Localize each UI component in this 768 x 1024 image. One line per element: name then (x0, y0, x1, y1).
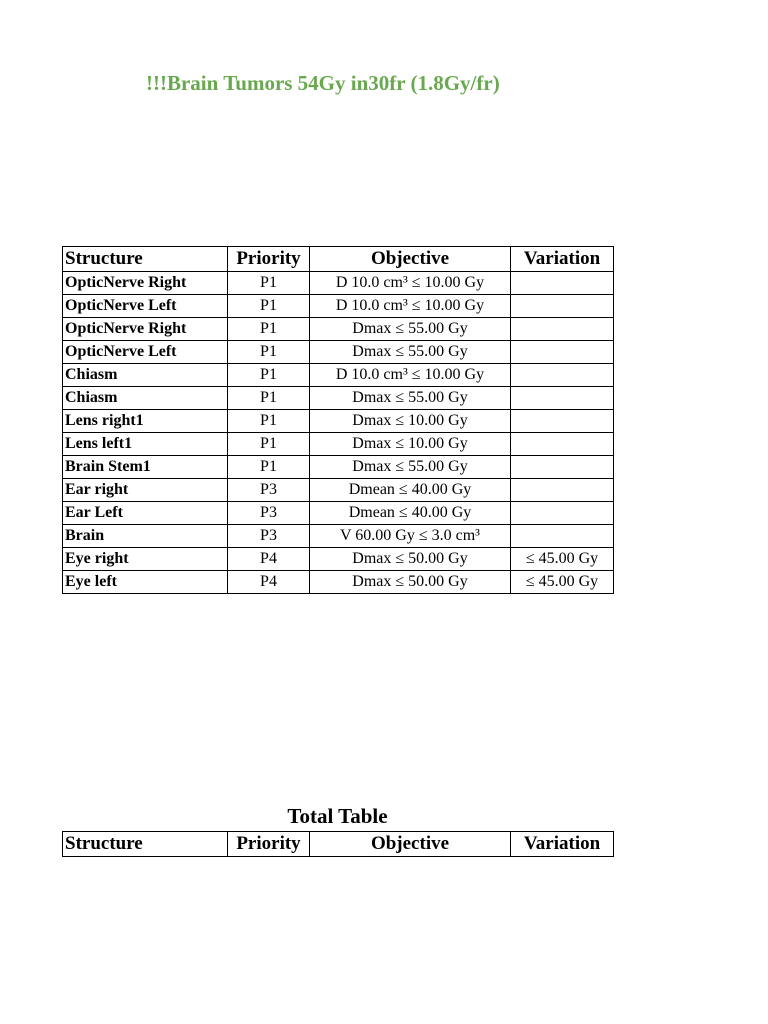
total-table (62, 831, 614, 857)
table-row (63, 502, 614, 525)
variation-cell: ≤ 45.00 Gy (511, 571, 614, 594)
objective-cell: Dmean ≤ 40.00 Gy (310, 502, 511, 525)
structure-cell: Eye left (63, 571, 228, 594)
objective-cell: V 60.00 Gy ≤ 3.0 cm³ (310, 525, 511, 548)
objective-cell: Dmax ≤ 10.00 Gy (310, 410, 511, 433)
table-row (63, 479, 614, 502)
objective-cell: Dmean ≤ 40.00 Gy (310, 479, 511, 502)
variation-cell (511, 410, 614, 433)
structure-cell: OpticNerve Left (63, 295, 228, 318)
variation-cell (511, 318, 614, 341)
table-row (63, 525, 614, 548)
variation-cell (511, 433, 614, 456)
table-row (63, 318, 614, 341)
document-title: !!!Brain Tumors 54Gy in30fr (1.8Gy/fr) (146, 71, 500, 95)
structure-cell: OpticNerve Right (63, 318, 228, 341)
priority-cell: P1 (228, 456, 310, 479)
objective-cell: D 10.0 cm³ ≤ 10.00 Gy (310, 272, 511, 295)
variation-cell (511, 387, 614, 410)
priority-cell: P3 (228, 479, 310, 502)
table-row (63, 272, 614, 295)
objective-cell: Dmax ≤ 55.00 Gy (310, 456, 511, 479)
structure-cell: Ear Left (63, 502, 228, 525)
structure-cell: Brain (63, 525, 228, 548)
total-column-header-structure: Structure (63, 832, 228, 857)
column-header-priority: Priority (228, 247, 310, 272)
column-header-structure: Structure (63, 247, 228, 272)
total-column-header-objective: Objective (310, 832, 511, 857)
priority-cell: P1 (228, 410, 310, 433)
priority-cell: P1 (228, 295, 310, 318)
structure-cell: Chiasm (63, 364, 228, 387)
objective-cell: Dmax ≤ 10.00 Gy (310, 433, 511, 456)
constraints-table-body (63, 272, 614, 594)
table-row (63, 410, 614, 433)
priority-cell: P1 (228, 433, 310, 456)
priority-cell: P3 (228, 502, 310, 525)
table-row (63, 571, 614, 594)
variation-cell (511, 341, 614, 364)
table-row (63, 433, 614, 456)
table-row (63, 548, 614, 571)
total-table-title: Total Table (287, 804, 388, 828)
table-row (63, 456, 614, 479)
variation-cell (511, 295, 614, 318)
objective-cell: D 10.0 cm³ ≤ 10.00 Gy (310, 364, 511, 387)
structure-cell: Chiasm (63, 387, 228, 410)
variation-cell (511, 502, 614, 525)
objective-cell: Dmax ≤ 55.00 Gy (310, 387, 511, 410)
structure-cell: OpticNerve Left (63, 341, 228, 364)
priority-cell: P1 (228, 318, 310, 341)
structure-cell: Lens right1 (63, 410, 228, 433)
priority-cell: P1 (228, 272, 310, 295)
objective-cell: D 10.0 cm³ ≤ 10.00 Gy (310, 295, 511, 318)
structure-cell: Eye right (63, 548, 228, 571)
constraints-table (62, 246, 614, 594)
priority-cell: P1 (228, 387, 310, 410)
variation-cell (511, 456, 614, 479)
table-row (63, 295, 614, 318)
priority-cell: P1 (228, 341, 310, 364)
table-row (63, 387, 614, 410)
objective-cell: Dmax ≤ 55.00 Gy (310, 318, 511, 341)
objective-cell: Dmax ≤ 55.00 Gy (310, 341, 511, 364)
variation-cell (511, 272, 614, 295)
table-row (63, 341, 614, 364)
column-header-objective: Objective (310, 247, 511, 272)
structure-cell: Ear right (63, 479, 228, 502)
total-column-header-variation: Variation (511, 832, 614, 857)
table-row (63, 364, 614, 387)
column-header-variation: Variation (511, 247, 614, 272)
total-column-header-priority: Priority (228, 832, 310, 857)
objective-cell: Dmax ≤ 50.00 Gy (310, 571, 511, 594)
objective-cell: Dmax ≤ 50.00 Gy (310, 548, 511, 571)
variation-cell (511, 525, 614, 548)
variation-cell: ≤ 45.00 Gy (511, 548, 614, 571)
priority-cell: P4 (228, 548, 310, 571)
structure-cell: Brain Stem1 (63, 456, 228, 479)
structure-cell: OpticNerve Right (63, 272, 228, 295)
priority-cell: P3 (228, 525, 310, 548)
table-header-row (63, 247, 614, 272)
priority-cell: P1 (228, 364, 310, 387)
structure-cell: Lens left1 (63, 433, 228, 456)
variation-cell (511, 364, 614, 387)
priority-cell: P4 (228, 571, 310, 594)
variation-cell (511, 479, 614, 502)
total-table-header-row (63, 832, 614, 857)
